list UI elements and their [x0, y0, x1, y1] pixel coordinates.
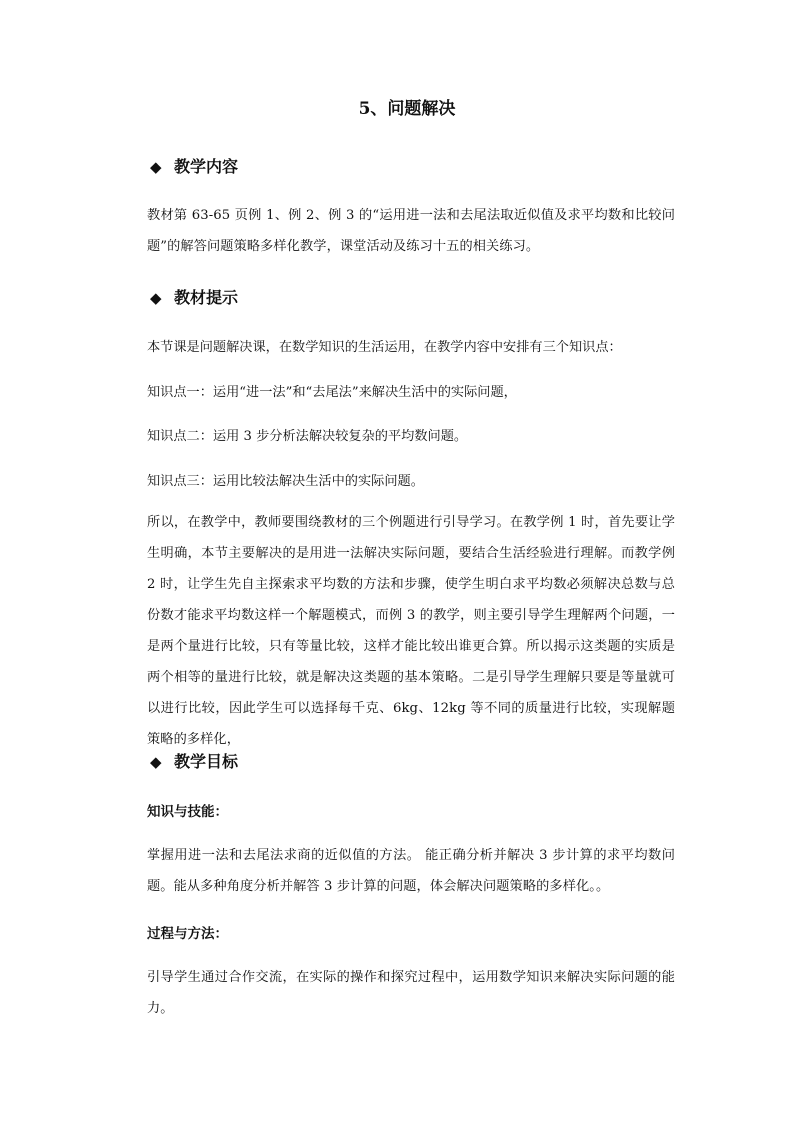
diamond-bullet-icon: ◆	[150, 753, 162, 771]
process-methods-heading: 过程与方法：	[147, 926, 228, 942]
knowledge-skills-text: 掌握用进一法和去尾法求商的近似值的方法。 能正确分析并解决 3 步计算的求平均数问题。能从多种角度分析并解答 3 步计算的问题，体会解决问题策略的多样化。。	[147, 848, 675, 894]
section-heading-content	[150, 155, 238, 179]
section-heading-goals	[150, 750, 238, 774]
process-methods-text: 引导学生通过合作交流，在实际的操作和探究过程中，运用数学知识来解决实际问题的能力。	[147, 970, 675, 1016]
knowledge-skills-heading: 知识与技能：	[147, 804, 228, 820]
document-title: 5、问题解决	[358, 99, 456, 119]
section-heading-content-label: 教学内容	[174, 157, 239, 176]
diamond-bullet-icon: ◆	[150, 289, 162, 307]
section-heading-hints-label: 教材提示	[174, 288, 239, 307]
hints-intro: 本节课是问题解决课，在数学知识的生活运用，在教学内容中安排有三个知识点：	[147, 340, 622, 355]
hints-summary: 所以，在教学中，教师要围绕教材的三个例题进行引导学习。在教学例 1 时，首先要让学生明确，本节主要解决的是用进一法解决实际问题，要结合生活经验进行理解。而教学例 2 时，让学生先自主探索求平均数的方法和步骤，使学生明白求平均数必须解决总数与总份数才能求平均数这样一个解题模式，而例 3 的教学，则主要引导学生理解两个问题，一是两个量进行比较，只有等量比较，这样才能比较出谁更合算。所以揭示这类题的实质是两个相等的量进行比较，就是解决这类题的基本策略。二是引导学生理解只要是等量就可以进行比较，因此学生可以选择每千克、6kg、12kg 等不同的质量进行比较，实现解题策略的多样化，	[147, 515, 675, 747]
hints-point-2: 知识点二：运用 3 步分析法解决较复杂的平均数问题。	[147, 429, 468, 444]
hints-point-1: 知识点一：运用“进一法”和“去尾法”来解决生活中的实际问题，	[147, 385, 517, 400]
section-heading-goals-label: 教学目标	[174, 752, 239, 771]
hints-point-3: 知识点三：运用比较法解决生活中的实际问题。	[147, 474, 424, 489]
section-heading-hints	[150, 286, 238, 310]
diamond-bullet-icon: ◆	[150, 158, 162, 176]
content-paragraph: 教材第 63-65 页例 1、例 2、例 3 的“运用进一法和去尾法取近似值及求平均数和比较问题”的解答问题策略多样化教学，课堂活动及练习十五的相关练习。	[147, 208, 675, 254]
